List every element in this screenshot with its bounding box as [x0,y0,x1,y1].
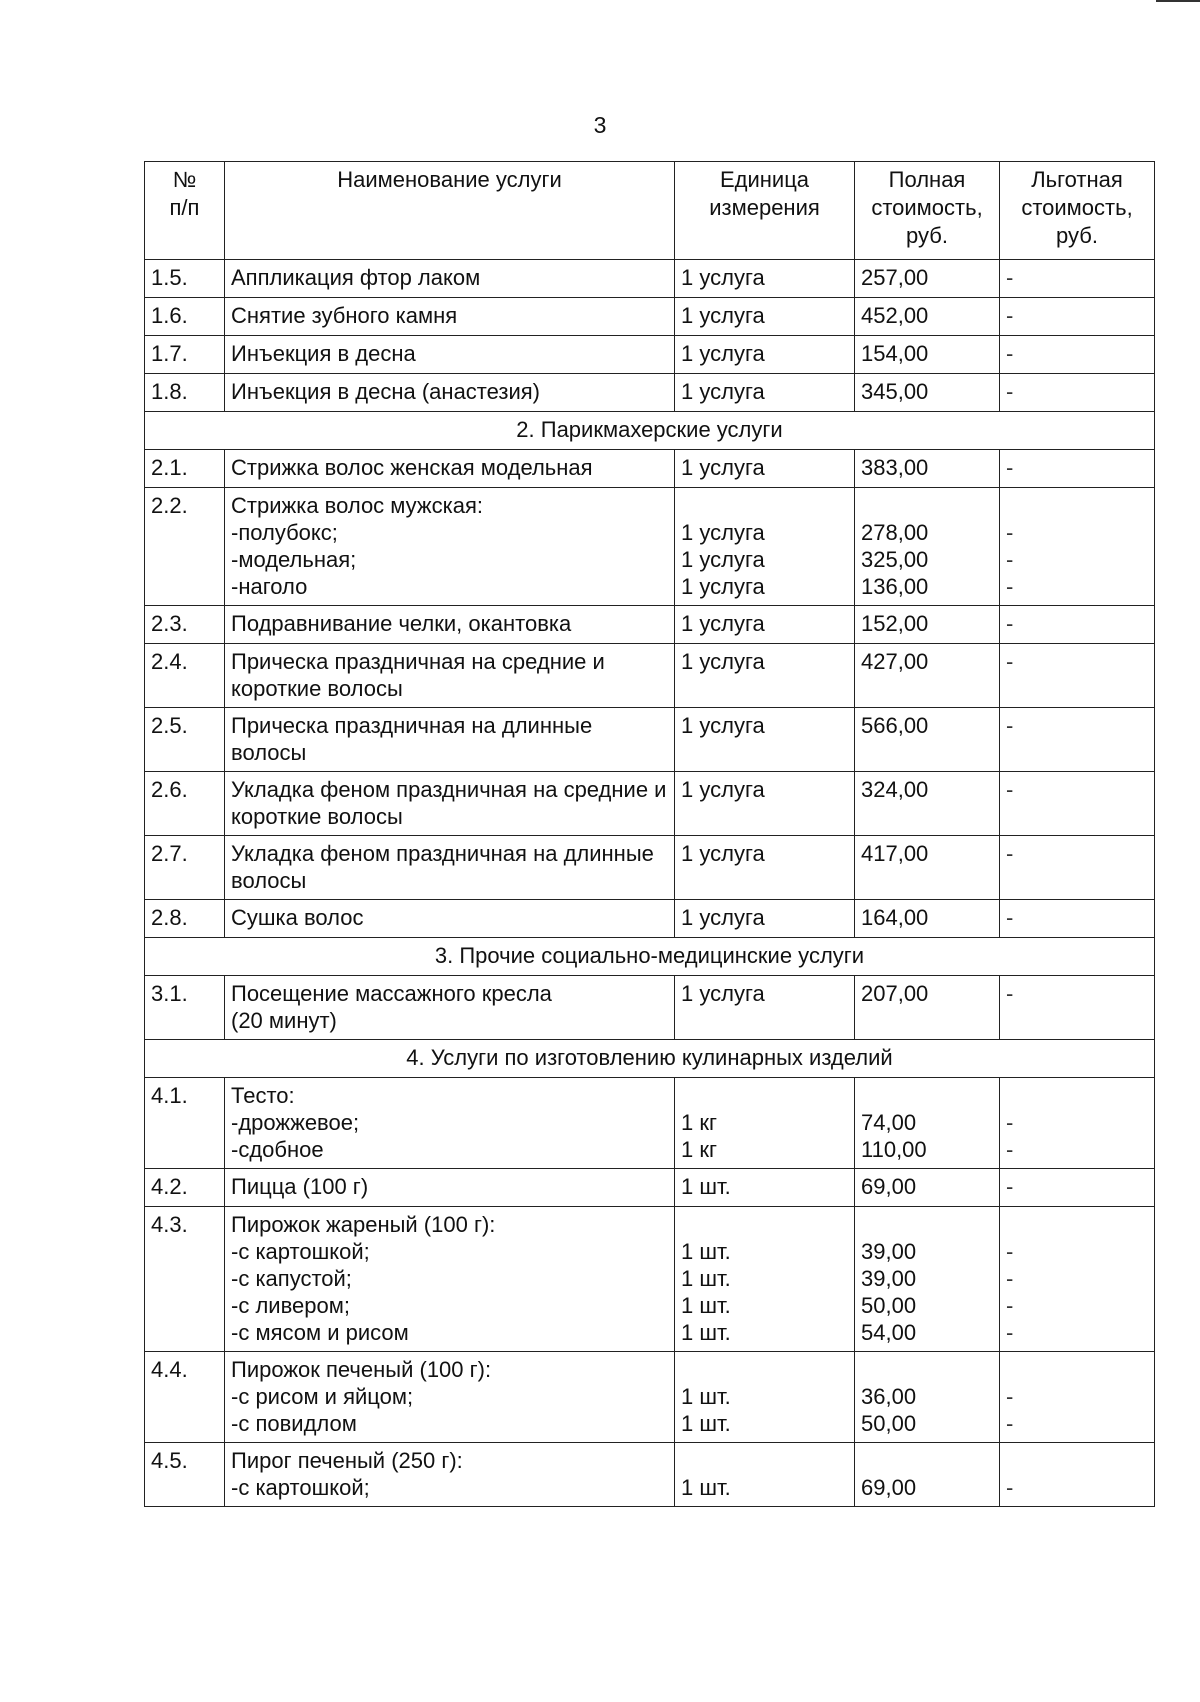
cell-unit: 1 услуга [675,298,855,336]
cell-benefit-price: - [1000,708,1155,772]
table-row [145,976,1155,1040]
section-title: 3. Прочие социально-медицинские услуги [145,938,1155,976]
cell-benefit-price: - - - [1000,488,1155,606]
cell-service-name: Прическа праздничная на средние и короткие волосы [225,644,675,708]
cell-full-price: 207,00 [855,976,1000,1040]
scan-edge-mark [1156,0,1200,2]
cell-number: 4.1. [145,1078,225,1169]
table-row [145,336,1155,374]
section-title: 2. Парикмахерские услуги [145,412,1155,450]
cell-service-name: Стрижка волос мужская: -полубокс; -модельная; -наголо [225,488,675,606]
cell-number: 2.6. [145,772,225,836]
cell-unit: 1 шт. 1 шт. 1 шт. 1 шт. [675,1207,855,1352]
cell-service-name: Аппликация фтор лаком [225,260,675,298]
cell-benefit-price: - - [1000,1078,1155,1169]
section-row [145,938,1155,976]
cell-benefit-price: - [1000,644,1155,708]
header-unit: Единица измерения [675,162,855,260]
table-header-row [145,162,1155,260]
cell-number: 2.7. [145,836,225,900]
cell-full-price: 566,00 [855,708,1000,772]
cell-number: 2.1. [145,450,225,488]
cell-full-price: 69,00 [855,1443,1000,1507]
table-row [145,374,1155,412]
cell-full-price: 427,00 [855,644,1000,708]
table-row [145,644,1155,708]
cell-unit: 1 шт. [675,1443,855,1507]
section-title: 4. Услуги по изготовлению кулинарных изделий [145,1040,1155,1078]
price-table [144,161,1155,1507]
cell-service-name: Снятие зубного камня [225,298,675,336]
cell-number: 1.6. [145,298,225,336]
cell-number: 4.4. [145,1352,225,1443]
cell-unit: 1 шт. [675,1169,855,1207]
cell-service-name: Пирожок печеный (100 г): -с рисом и яйцом; -с повидлом [225,1352,675,1443]
cell-unit: 1 услуга [675,900,855,938]
cell-number: 2.3. [145,606,225,644]
cell-service-name: Укладка феном праздничная на длинные волосы [225,836,675,900]
cell-service-name: Подравнивание челки, окантовка [225,606,675,644]
table-row [145,606,1155,644]
cell-unit: 1 услуга [675,374,855,412]
table-row [145,450,1155,488]
cell-full-price: 383,00 [855,450,1000,488]
cell-number: 3.1. [145,976,225,1040]
cell-benefit-price: - [1000,900,1155,938]
table-row [145,1078,1155,1169]
table-body [145,260,1155,1507]
cell-benefit-price: - [1000,298,1155,336]
cell-benefit-price: - [1000,374,1155,412]
table-row [145,1169,1155,1207]
cell-service-name: Инъекция в десна [225,336,675,374]
cell-unit: 1 услуга [675,450,855,488]
cell-full-price: 69,00 [855,1169,1000,1207]
cell-full-price: 324,00 [855,772,1000,836]
cell-benefit-price: - - [1000,1352,1155,1443]
page-number: 3 [593,112,607,138]
cell-unit: 1 услуга [675,708,855,772]
cell-unit: 1 услуга [675,606,855,644]
cell-number: 4.2. [145,1169,225,1207]
table-row [145,772,1155,836]
cell-unit: 1 услуга [675,976,855,1040]
cell-full-price: 257,00 [855,260,1000,298]
table-row [145,298,1155,336]
cell-service-name: Посещение массажного кресла (20 минут) [225,976,675,1040]
cell-benefit-price: - [1000,450,1155,488]
cell-unit: 1 услуга 1 услуга 1 услуга [675,488,855,606]
cell-service-name: Стрижка волос женская модельная [225,450,675,488]
cell-service-name: Инъекция в десна (анастезия) [225,374,675,412]
table-row [145,708,1155,772]
cell-unit: 1 услуга [675,772,855,836]
cell-benefit-price: - [1000,772,1155,836]
table-row [145,836,1155,900]
cell-service-name: Укладка феном праздничная на средние и короткие волосы [225,772,675,836]
cell-benefit-price: - [1000,336,1155,374]
cell-full-price: 345,00 [855,374,1000,412]
cell-full-price: 74,00 110,00 [855,1078,1000,1169]
header-number: № п/п [145,162,225,260]
cell-full-price: 417,00 [855,836,1000,900]
table-row [145,900,1155,938]
cell-unit: 1 услуга [675,836,855,900]
cell-benefit-price: - - - - [1000,1207,1155,1352]
cell-full-price: 39,00 39,00 50,00 54,00 [855,1207,1000,1352]
table-row [145,1207,1155,1352]
cell-number: 2.8. [145,900,225,938]
cell-number: 4.3. [145,1207,225,1352]
table-row [145,1352,1155,1443]
cell-service-name: Пирог печеный (250 г): -с картошкой; [225,1443,675,1507]
cell-number: 1.7. [145,336,225,374]
cell-unit: 1 услуга [675,336,855,374]
cell-number: 2.5. [145,708,225,772]
section-row [145,412,1155,450]
cell-service-name: Сушка волос [225,900,675,938]
cell-number: 2.4. [145,644,225,708]
cell-unit: 1 услуга [675,260,855,298]
header-benefit-price: Льготная стоимость, руб. [1000,162,1155,260]
cell-benefit-price: - [1000,976,1155,1040]
cell-unit: 1 шт. 1 шт. [675,1352,855,1443]
cell-unit: 1 кг 1 кг [675,1078,855,1169]
cell-full-price: 278,00 325,00 136,00 [855,488,1000,606]
cell-service-name: Пицца (100 г) [225,1169,675,1207]
table-row [145,260,1155,298]
header-full-price: Полная стоимость, руб. [855,162,1000,260]
cell-benefit-price: - [1000,836,1155,900]
cell-number: 4.5. [145,1443,225,1507]
cell-service-name: Прическа праздничная на длинные волосы [225,708,675,772]
cell-benefit-price: - [1000,260,1155,298]
cell-full-price: 154,00 [855,336,1000,374]
cell-benefit-price: - [1000,1169,1155,1207]
table-row [145,1443,1155,1507]
cell-full-price: 452,00 [855,298,1000,336]
cell-full-price: 164,00 [855,900,1000,938]
cell-full-price: 36,00 50,00 [855,1352,1000,1443]
table-row [145,488,1155,606]
cell-service-name: Пирожок жареный (100 г): -с картошкой; -с капустой; -с ливером; -с мясом и рисом [225,1207,675,1352]
cell-full-price: 152,00 [855,606,1000,644]
cell-number: 1.8. [145,374,225,412]
cell-benefit-price: - [1000,606,1155,644]
cell-unit: 1 услуга [675,644,855,708]
cell-service-name: Тесто: -дрожжевое; -сдобное [225,1078,675,1169]
cell-benefit-price: - [1000,1443,1155,1507]
cell-number: 1.5. [145,260,225,298]
section-row [145,1040,1155,1078]
cell-number: 2.2. [145,488,225,606]
header-service-name: Наименование услуги [225,162,675,260]
